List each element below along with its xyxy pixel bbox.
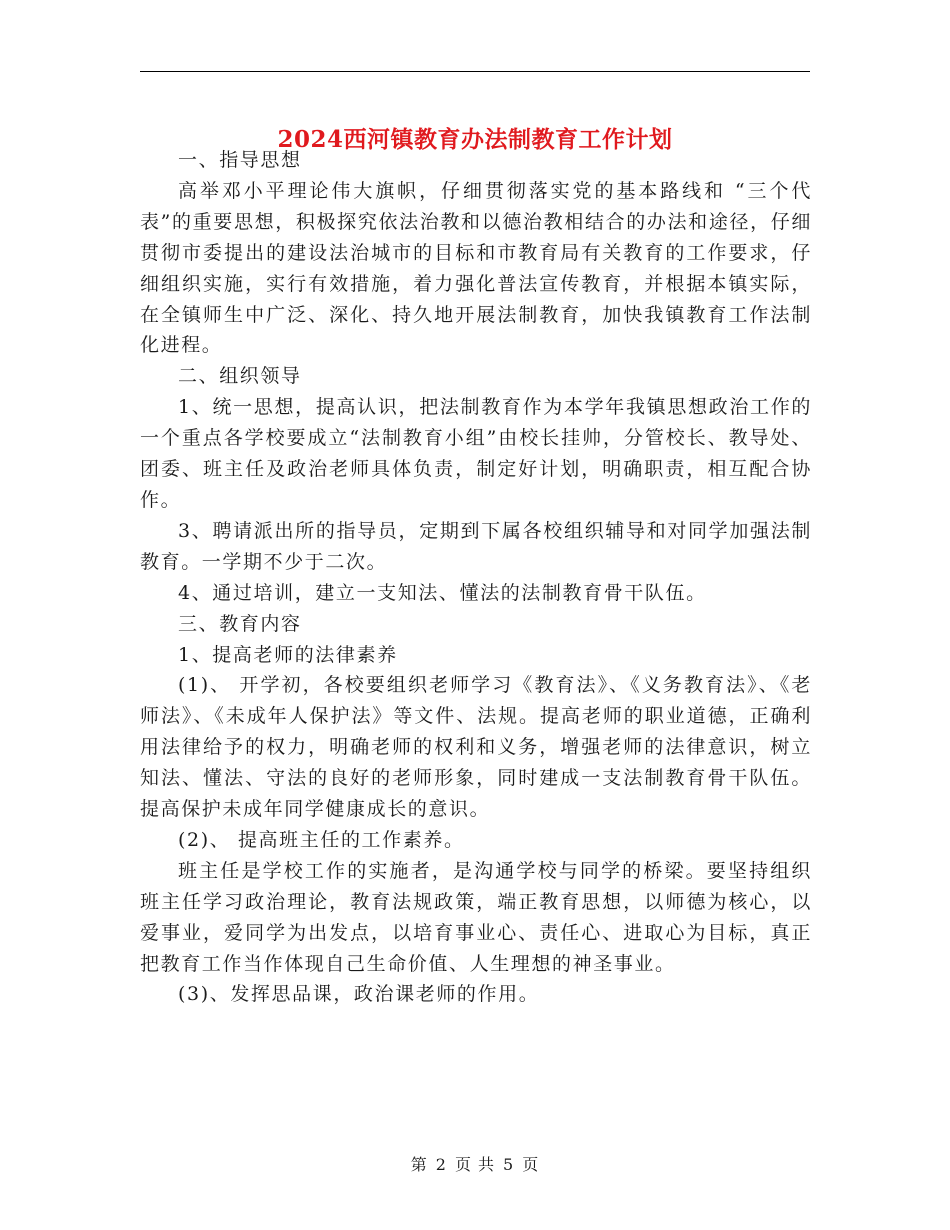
document-title: 2024西河镇教育办法制教育工作计划 bbox=[277, 126, 673, 154]
section-heading-guiding-ideology: 一、指导思想 bbox=[178, 149, 302, 171]
paragraph-teacher-study: (1)、 开学初，各校要组织老师学习《教育法》、《义务教育法》、《老师法》、《未成年人保护法》等文件、法规。提高老师的职业道德，正确利用法律给予的权力，明确老师的权利和义务，增强老师的法律意识，树立知法、懂法、守法的良好的老师形象，同时建成一支法制教育骨干队伍。提高保护未成年同学健康成长的意识。 bbox=[140, 674, 812, 821]
footer-current-page: 2 bbox=[435, 1155, 447, 1174]
footer-prefix: 第 bbox=[410, 1155, 428, 1174]
header-rule bbox=[140, 71, 810, 72]
footer-middle: 页 共 bbox=[454, 1155, 496, 1174]
page-footer bbox=[0, 1153, 950, 1177]
paragraph-guiding-ideology: 高举邓小平理论伟大旗帜，仔细贯彻落实党的基本路线和 “三个代表”的重要思想，积极探究依法治教和以德治教相结合的办法和途径，仔细贯彻市委提出的建设法治城市的目标和市教育局有关教育的工作要求，仔细组织实施，实行有效措施，着力强化普法宣传教育，并根据本镇实际，在全镇师生中广泛、深化、持久地开展法制教育，加快我镇教育工作法制化进程。 bbox=[140, 179, 812, 357]
section-heading-organization: 二、组织领导 bbox=[178, 365, 302, 388]
paragraph-police-instructor: 3、聘请派出所的指导员，定期到下属各校组织辅导和对同学加强法制教育。一学期不少于二次。 bbox=[140, 519, 812, 573]
subheading-politics-teacher: (3)、发挥思品课，政治课老师的作用。 bbox=[178, 983, 540, 1006]
subheading-head-teacher: (2)、 提高班主任的工作素养。 bbox=[178, 828, 465, 851]
paragraph-head-teacher: 班主任是学校工作的实施者，是沟通学校与同学的桥梁。要坚持组织班主任学习政治理论，教育法规政策，端正教育思想，以师德为核心，以爱事业，爱同学为出发点，以培育事业心、责任心、进取心为目标，真正把教育工作当作体现自己生命价值、人生理想的神圣事业。 bbox=[140, 859, 812, 975]
section-heading-content: 三、教育内容 bbox=[178, 612, 302, 635]
subheading-teacher-literacy: 1、提高老师的法律素养 bbox=[178, 643, 398, 666]
footer-total-pages: 5 bbox=[503, 1155, 515, 1174]
document-body bbox=[140, 145, 812, 1010]
paragraph-training-team: 4、通过培训，建立一支知法、懂法的法制教育骨干队伍。 bbox=[178, 581, 707, 604]
footer-suffix: 页 bbox=[522, 1155, 540, 1174]
paragraph-unify-thinking: 1、统一思想，提高认识，把法制教育作为本学年我镇思想政治工作的一个重点各学校要成立“法制教育小组”由校长挂帅，分管校长、教导处、团委、班主任及政治老师具体负责，制定好计划，明确职责，相互配合协作。 bbox=[140, 396, 812, 511]
